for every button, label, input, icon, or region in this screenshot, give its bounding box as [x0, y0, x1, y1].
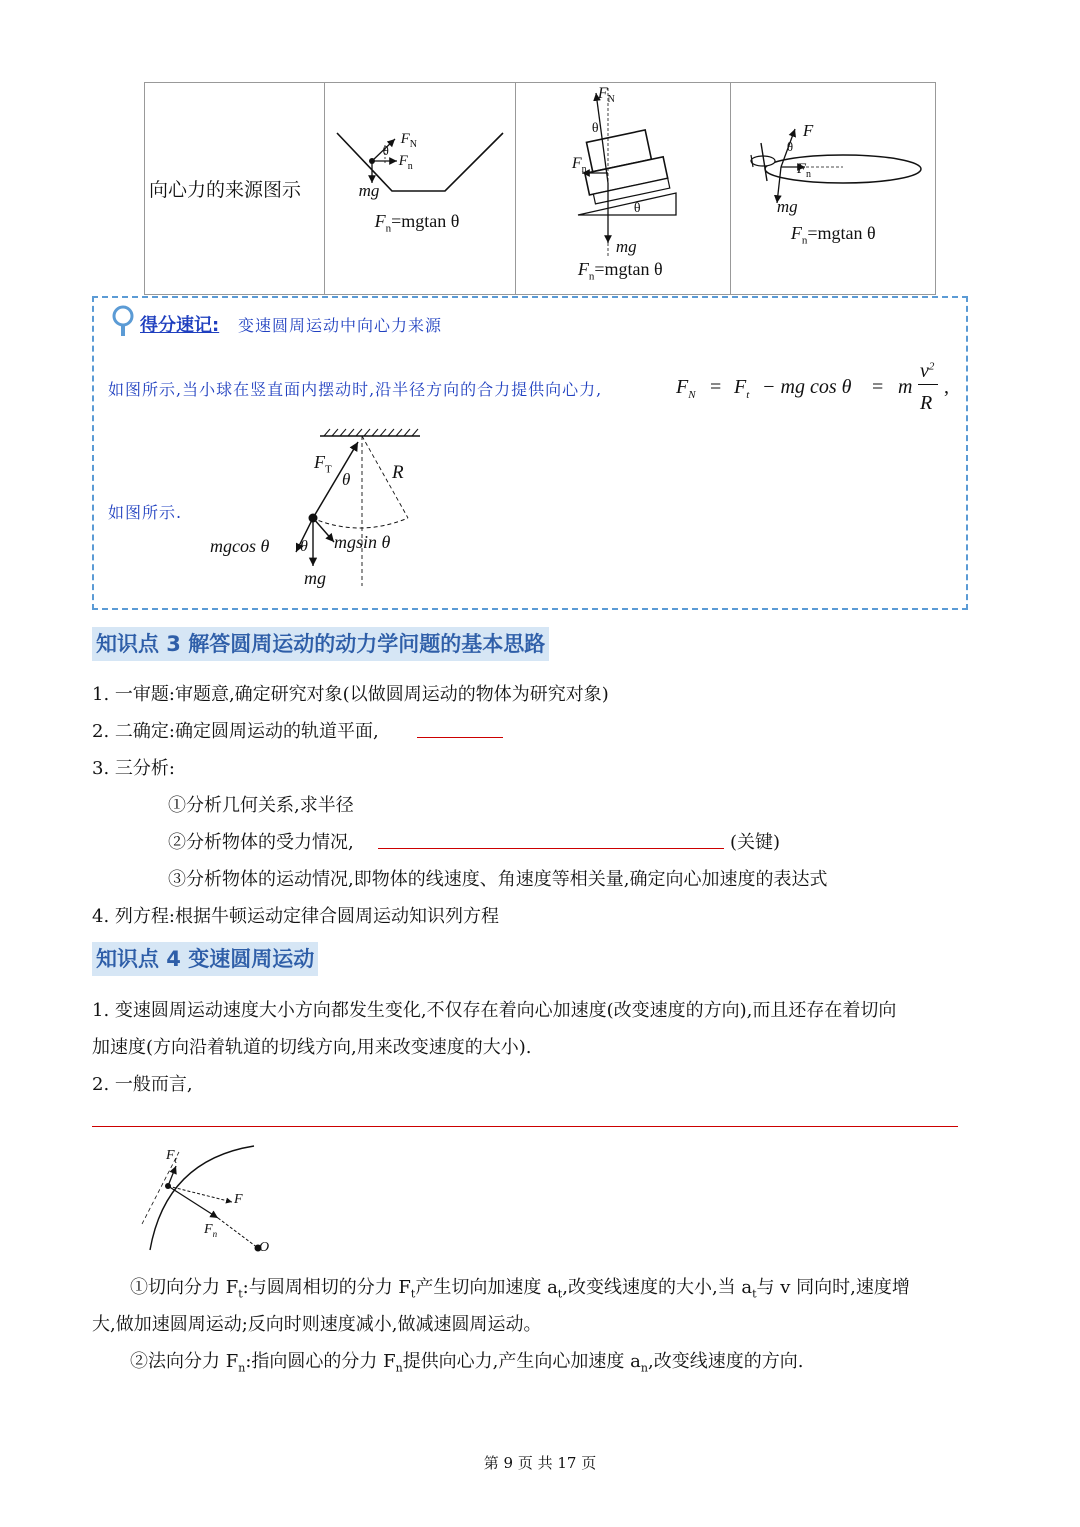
mgcos-label: mgcos θ	[210, 536, 270, 556]
formula-numerator: $v^2$	[920, 360, 935, 382]
answer-blank-1[interactable]	[417, 737, 503, 738]
theta-label-top: θ	[591, 121, 599, 136]
source-table	[144, 82, 936, 295]
kp4-para-2: 2. 一般而言,	[92, 1074, 193, 1095]
tip-line-1: 如图所示,当小球在竖直面内摆动时,沿半径方向的合力提供向心力,	[108, 380, 603, 399]
figure-cone-track	[324, 83, 515, 295]
formula-ft: $F_t$	[734, 376, 750, 401]
page-footer: 第 9 页 共 17 页	[483, 1454, 597, 1472]
mg-label: mg	[615, 237, 637, 256]
answer-blank-2[interactable]	[378, 848, 724, 849]
figure-plane-turn	[730, 83, 935, 295]
formula-fraction-bar	[918, 384, 938, 385]
formula-eq2: =	[872, 376, 884, 398]
radius-label: R	[392, 462, 404, 483]
kp3-line-2: 2. 二确定:确定圆周运动的轨道平面,	[92, 721, 379, 742]
f-label: F	[234, 1192, 243, 1207]
kp3-line-1: 1. 一审题:审题意,确定研究对象(以做圆周运动的物体为研究对象)	[92, 684, 609, 705]
formula-fn: $F_N$	[676, 376, 696, 401]
formula-comma: ,	[944, 376, 949, 398]
center-o-label: O	[259, 1240, 270, 1255]
kp3-sub-3: ③分析物体的运动情况,即物体的线速度、角速度等相关量,确定向心加速度的表达式	[168, 869, 828, 890]
tangential-para-line-1: ①切向分力 $F_t$:与圆周相切的分力 $F_t$产生切向加速度 $a_t$,改变线速度的大小,当 $a_t$与 v 同向时,速度增	[130, 1277, 910, 1301]
normal-para: ②法向分力 $F_n$:指向圆心的分力 $F_n$提供向心力,产生向心加速度 $a_n$,改变线速度的方向.	[130, 1351, 804, 1375]
kp3-sub-1: ①分析几何关系,求半径	[168, 795, 354, 816]
mg-label: mg	[358, 181, 380, 200]
figure-banked-car	[515, 83, 730, 295]
cone-track-diagram	[325, 83, 517, 294]
mg-label: mg	[304, 568, 326, 588]
mg-label: mg	[776, 197, 798, 216]
formula-minus: − mg cos θ	[762, 376, 852, 398]
kp3-sub-2-tail: (关键)	[730, 832, 781, 853]
kp4-para-1b: 加速度(方向沿着轨道的切线方向,用来改变速度的大小).	[92, 1037, 532, 1058]
kp3-line-3: 3. 三分析:	[92, 758, 175, 779]
ft-label: $F_t$	[166, 1148, 178, 1165]
tip-title: 得分速记:	[140, 315, 220, 336]
fnn-label: $F_n$	[398, 153, 413, 172]
fnn-label: $F_n$	[571, 155, 587, 176]
kp4-heading: 知识点 4 变速圆周运动	[92, 942, 318, 976]
fnn-label: $F_n$	[796, 161, 812, 180]
tangential-para-line-2: 大,做加速圆周运动;反向时则速度减小,做减速圆周运动。	[92, 1314, 542, 1335]
fn-label: $F_n$	[204, 1222, 218, 1239]
magnifier-icon	[110, 304, 140, 340]
tip-subtitle: 变速圆周运动中向心力来源	[238, 316, 443, 335]
kp3-heading: 知识点 3 解答圆周运动的动力学问题的基本思路	[92, 627, 549, 661]
fn-label: $F_N$	[597, 85, 615, 106]
mgsin-label: mgsin θ	[334, 532, 391, 552]
equation-3: $F_n=mgtan$ θ	[790, 223, 876, 247]
theta-label-2: θ	[300, 538, 308, 555]
fn-label: $F_N$	[400, 131, 417, 150]
plane-turn-diagram	[731, 83, 937, 294]
row-label: 向心力的来源图示	[145, 83, 325, 295]
centripetal-formula	[676, 360, 956, 420]
formula-denominator: R	[920, 392, 933, 414]
equation-1: $F_n=mgtan$ θ	[374, 211, 460, 235]
kp4-para-1a: 1. 变速圆周运动速度大小方向都发生变化,不仅存在着向心加速度(改变速度的方向),而且还存在着切向	[92, 1000, 897, 1021]
formula-m: m	[898, 376, 913, 398]
theta-label: θ	[382, 143, 389, 158]
answer-blank-3[interactable]	[92, 1126, 958, 1127]
kp3-line-4: 4. 列方程:根据牛顿运动定律合圆周运动知识列方程	[92, 906, 499, 927]
equation-2: $F_n=mgtan$ θ	[577, 259, 663, 283]
theta-label-bottom: θ	[633, 201, 641, 216]
ft-label: $F_T$	[314, 452, 332, 476]
theta-label: θ	[342, 470, 351, 489]
theta-label: θ	[786, 139, 794, 154]
kp3-sub-2: ②分析物体的受力情况,	[168, 832, 354, 853]
formula-eq: =	[710, 376, 722, 398]
f-label: F	[802, 121, 814, 140]
tip-line-2: 如图所示.	[108, 503, 183, 522]
